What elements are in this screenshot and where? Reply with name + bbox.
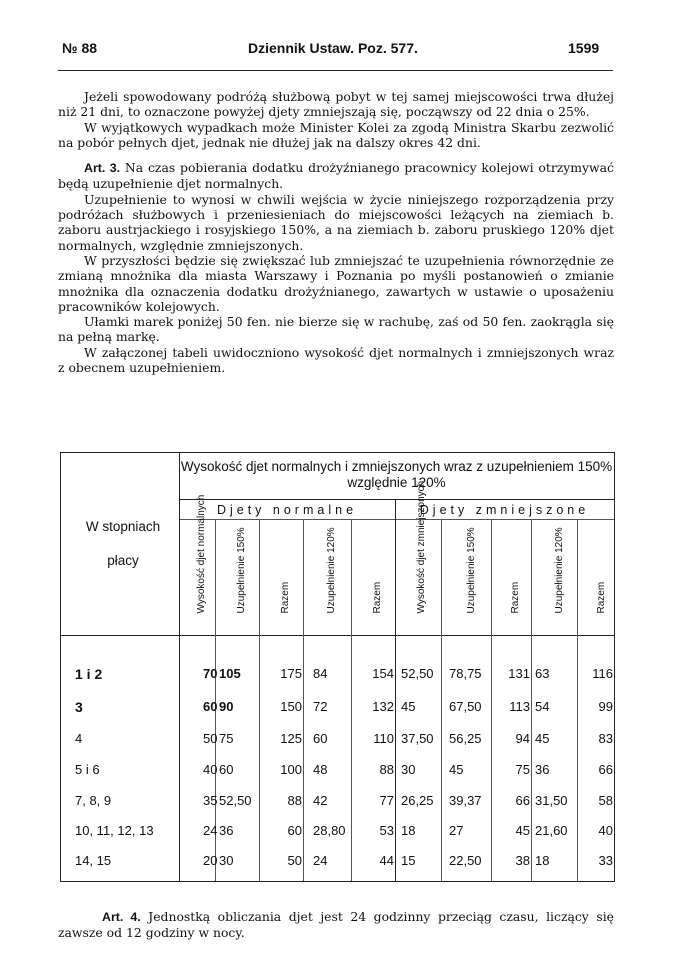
table-cell: 33 bbox=[598, 853, 613, 868]
table-cell: 60 bbox=[219, 762, 234, 777]
row-label: 1 i 2 bbox=[75, 666, 103, 682]
table-cell: 66 bbox=[515, 793, 530, 808]
table-cell: 15 bbox=[401, 853, 416, 868]
table-cell: 70 bbox=[203, 666, 218, 681]
table-cell: 94 bbox=[515, 731, 530, 746]
paragraph: Jeżeli spowodowany podróżą służbową pobyt w tej samej miejscowości trwa dłużej niż 21 dni, to oznaczone powyżej djety zmniejszają się, począwszy od 22 dnia o 25%. bbox=[58, 89, 614, 120]
table-cell: 88 bbox=[379, 762, 394, 777]
group-header-reduced: Djety zmniejszone bbox=[419, 503, 590, 517]
table-cell: 54 bbox=[535, 699, 550, 714]
table-cell: 150 bbox=[280, 699, 302, 714]
table-cell: 45 bbox=[515, 823, 530, 838]
table-cell: 31,50 bbox=[535, 793, 568, 808]
body-text bbox=[58, 89, 614, 375]
table-cell: 105 bbox=[219, 666, 241, 681]
table-rule bbox=[259, 519, 260, 881]
table-cell: 24 bbox=[203, 823, 218, 838]
table-cell: 22,50 bbox=[449, 853, 482, 868]
row-label: 3 bbox=[75, 699, 83, 715]
column-header: Uzupełnienie 120% bbox=[554, 526, 565, 613]
column-header: Razem bbox=[596, 581, 607, 613]
table-rule bbox=[491, 519, 492, 881]
table-cell: 18 bbox=[401, 823, 416, 838]
table-cell: 67,50 bbox=[449, 699, 482, 714]
table-cell: 53 bbox=[379, 823, 394, 838]
article-label: Art. 4. bbox=[102, 910, 141, 924]
column-header: Wysokość djet zmniejszonych bbox=[416, 480, 427, 613]
table-cell: 125 bbox=[280, 731, 302, 746]
table-cell: 20 bbox=[203, 853, 218, 868]
table-cell: 110 bbox=[373, 731, 394, 746]
table-cell: 154 bbox=[372, 666, 394, 681]
table-cell: 60 bbox=[203, 699, 218, 714]
table-cell: 131 bbox=[508, 666, 530, 681]
column-header: Razem bbox=[280, 581, 291, 613]
table-cell: 38 bbox=[515, 853, 530, 868]
table-rule bbox=[179, 499, 614, 500]
table-rule bbox=[441, 519, 442, 881]
table-cell: 78,75 bbox=[449, 666, 482, 681]
table-rule bbox=[351, 519, 352, 881]
table-cell: 36 bbox=[535, 762, 550, 777]
table-cell: 42 bbox=[313, 793, 328, 808]
table-cell: 45 bbox=[401, 699, 416, 714]
table-cell: 113 bbox=[509, 699, 530, 714]
table-cell: 45 bbox=[449, 762, 464, 777]
article-text: Jednostką obliczania djet jest 24 godzinny przeciąg czasu, liczący się zawsze od 12 godziny w nocy. bbox=[58, 909, 614, 940]
table-cell: 30 bbox=[401, 762, 416, 777]
table-rule bbox=[577, 519, 578, 881]
table-rule bbox=[303, 519, 304, 881]
row-label: 14, 15 bbox=[75, 853, 112, 868]
table-cell: 66 bbox=[598, 762, 613, 777]
table-cell: 56,25 bbox=[449, 731, 482, 746]
table-cell: 77 bbox=[379, 793, 394, 808]
table-cell: 63 bbox=[535, 666, 550, 681]
column-header: Razem bbox=[372, 581, 383, 613]
table-cell: 48 bbox=[313, 762, 328, 777]
table-cell: 40 bbox=[203, 762, 218, 777]
column-header: Uzupełnienie 120% bbox=[326, 526, 337, 613]
table-cell: 21,60 bbox=[535, 823, 568, 838]
table-cell: 26,25 bbox=[401, 793, 434, 808]
table-cell: 35 bbox=[203, 793, 218, 808]
paragraph: Uzupełnienie to wynosi w chwili wejścia w życie niniejszego rozporządzenia przy podróżach służbowych i przeniesieniach do miejscowości leżących na ziemiach b. zaboru austrjackiego i rosyjskiego 150%, a na ziemiach b. zaboru pruskiego 120% djet normalnych, względnie zmniejszonych. bbox=[58, 191, 614, 253]
table-cell: 50 bbox=[203, 731, 218, 746]
table-cell: 52,50 bbox=[401, 666, 434, 681]
table-cell: 88 bbox=[287, 793, 302, 808]
row-label: 7, 8, 9 bbox=[75, 793, 112, 808]
grade-header: W stopniach bbox=[85, 519, 161, 534]
table-cell: 40 bbox=[598, 823, 613, 838]
paragraph: W załączonej tabeli uwidoczniono wysokość djet normalnych i zmniejszonych wraz z obecnem uzupełnieniem. bbox=[58, 344, 614, 376]
table-cell: 18 bbox=[535, 853, 550, 868]
table-cell: 132 bbox=[372, 699, 394, 714]
article-4 bbox=[58, 909, 614, 941]
article-3 bbox=[58, 160, 614, 192]
journal-title: Dziennik Ustaw. Poz. 577. bbox=[248, 40, 418, 56]
table-cell: 24 bbox=[313, 853, 328, 868]
table-cell: 90 bbox=[219, 699, 234, 714]
table-cell: 45 bbox=[535, 731, 550, 746]
column-header: Uzupełnienie 150% bbox=[466, 526, 477, 613]
group-header-normal: Djety normalne bbox=[216, 503, 358, 517]
table-cell: 175 bbox=[280, 666, 302, 681]
table-cell: 75 bbox=[219, 731, 234, 746]
diet-table bbox=[60, 452, 615, 882]
paragraph: W przyszłości będzie się zwiększać lub zmniejszać te uzupełnienia równorzędnie ze zmianą mnożnika dla miasta Warszawy i Poznania po myśli postanowień o zmianie mnożnika dla oznaczenia dodatku drożyźnianego, zawartych w ustawie o uposażeniu pracowników kolejowych. bbox=[58, 252, 614, 314]
header-rule bbox=[58, 70, 613, 71]
table-title: Wysokość djet normalnych i zmniejszonych wraz z uzupełnieniem 150% względnie 120% bbox=[180, 459, 613, 490]
table-cell: 58 bbox=[598, 793, 613, 808]
table-cell: 116 bbox=[592, 666, 613, 681]
table-cell: 30 bbox=[219, 853, 234, 868]
table-cell: 75 bbox=[515, 762, 530, 777]
table-rule bbox=[531, 519, 532, 881]
table-cell: 100 bbox=[280, 762, 302, 777]
grade-header-sub: płacy bbox=[107, 553, 139, 568]
table-cell: 84 bbox=[313, 666, 328, 681]
row-label: 10, 11, 12, 13 bbox=[75, 823, 154, 838]
table-cell: 36 bbox=[219, 823, 234, 838]
table-cell: 50 bbox=[287, 853, 302, 868]
table-cell: 60 bbox=[287, 823, 302, 838]
row-label: 5 i 6 bbox=[75, 762, 100, 777]
table-cell: 72 bbox=[313, 699, 328, 714]
column-header: Uzupełnienie 150% bbox=[236, 526, 247, 613]
table-cell: 39,37 bbox=[449, 793, 482, 808]
table-rule bbox=[395, 499, 396, 881]
table-cell: 27 bbox=[449, 823, 464, 838]
column-header: Wysokość djet normalnych bbox=[196, 494, 207, 613]
paragraph: Ułamki marek poniżej 50 fen. nie bierze się w rachubę, zaś od 50 fen. zaokrągla się na pełną markę. bbox=[58, 314, 614, 345]
table-cell: 60 bbox=[313, 731, 328, 746]
issue-number: № 88 bbox=[62, 40, 98, 56]
table-cell: 28,80 bbox=[313, 823, 346, 838]
table-cell: 83 bbox=[598, 731, 613, 746]
table-cell: 37,50 bbox=[401, 731, 434, 746]
article-label: Art. 3. bbox=[84, 161, 121, 176]
row-label: 4 bbox=[75, 731, 83, 746]
table-cell: 52,50 bbox=[219, 793, 252, 808]
article-text: Na czas pobierania dodatku drożyźnianego pracownicy kolejowi otrzymywać będą uzupełnienie djet normalnych. bbox=[58, 160, 614, 192]
column-header: Razem bbox=[510, 581, 521, 613]
table-cell: 99 bbox=[598, 699, 613, 714]
paragraph: W wyjątkowych wypadkach może Minister Kolei za zgodą Ministra Skarbu zezwolić na pobór pełnych djet, jednak nie dłużej jak na dalszy okres 42 dni. bbox=[58, 119, 614, 150]
page-number: 1599 bbox=[568, 40, 600, 56]
table-cell: 44 bbox=[379, 853, 394, 868]
